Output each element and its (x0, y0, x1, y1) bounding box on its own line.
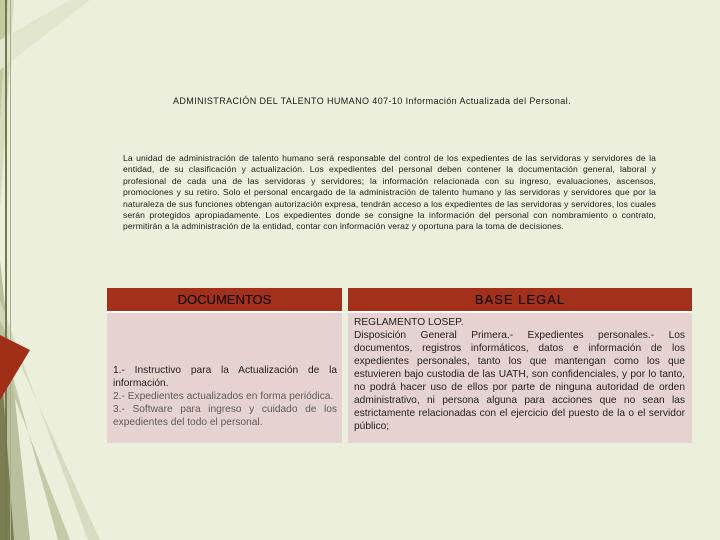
legal-basis (348, 313, 692, 437)
documents-list (107, 313, 342, 429)
legal-text: Disposición General Primera.- Expedientes personales.- Los documentos, registros informáticos, datos e información de los expedientes personales, tanto los que mantengan como los que estuvieren bajo custodia de las UATH, son confidenciales, y por lo tanto, no podrá hacer uso de ellos por parte de ninguna autoridad de orden administrativo, ni persona alguna para acciones que no sean las estrictamente relacionadas con el ejercicio del puesto de la o el servidor público; (354, 330, 685, 432)
documents-header: DOCUMENTOS (107, 288, 348, 313)
table-row (107, 313, 692, 443)
legal-header: BASE LEGAL (348, 288, 692, 313)
table-header-row (107, 288, 692, 313)
list-item: 3.- Software para ingreso y cuidado de los expedientes del todo el personal. (113, 404, 337, 428)
documents-cell (107, 313, 348, 443)
intro-paragraph: La unidad de administración de talento humano será responsable del control de los expedientes de las servidoras y servidores de la entidad, de su clasificación y actualización. Los expedientes del personal deben contener la documentación general, laboral y profesional de cada una de las servidoras y servidores; la información relacionada con su ingreso, evaluaciones, ascensos, promociones y su retiro. Solo el personal encargado de la administración de talento humano y las servidoras y servidores que por la naturaleza de sus funciones obtengan autorización expresa, tendrán acceso a los expedientes de las servidoras y servidores, los cuales serán protegidos apropiadamente. Los expedientes donde se consigne la información del personal con nombramiento o contrato, permitirán a la administración de la entidad, contar con información veraz y oportuna para la toma de decisiones. (123, 153, 656, 232)
legal-title: REGLAMENTO LOSEP. (354, 317, 464, 328)
legal-cell (348, 313, 692, 443)
decorative-stripes (0, 0, 120, 540)
documents-table (107, 288, 692, 443)
list-item: 2.- Expedientes actualizados en forma periódica. (113, 391, 334, 402)
page-title: ADMINISTRACIÓN DEL TALENTO HUMANO 407-10 Información Actualizada del Personal. (173, 96, 572, 106)
list-item: 1.- Instructivo para la Actualización de la información. (113, 365, 337, 389)
